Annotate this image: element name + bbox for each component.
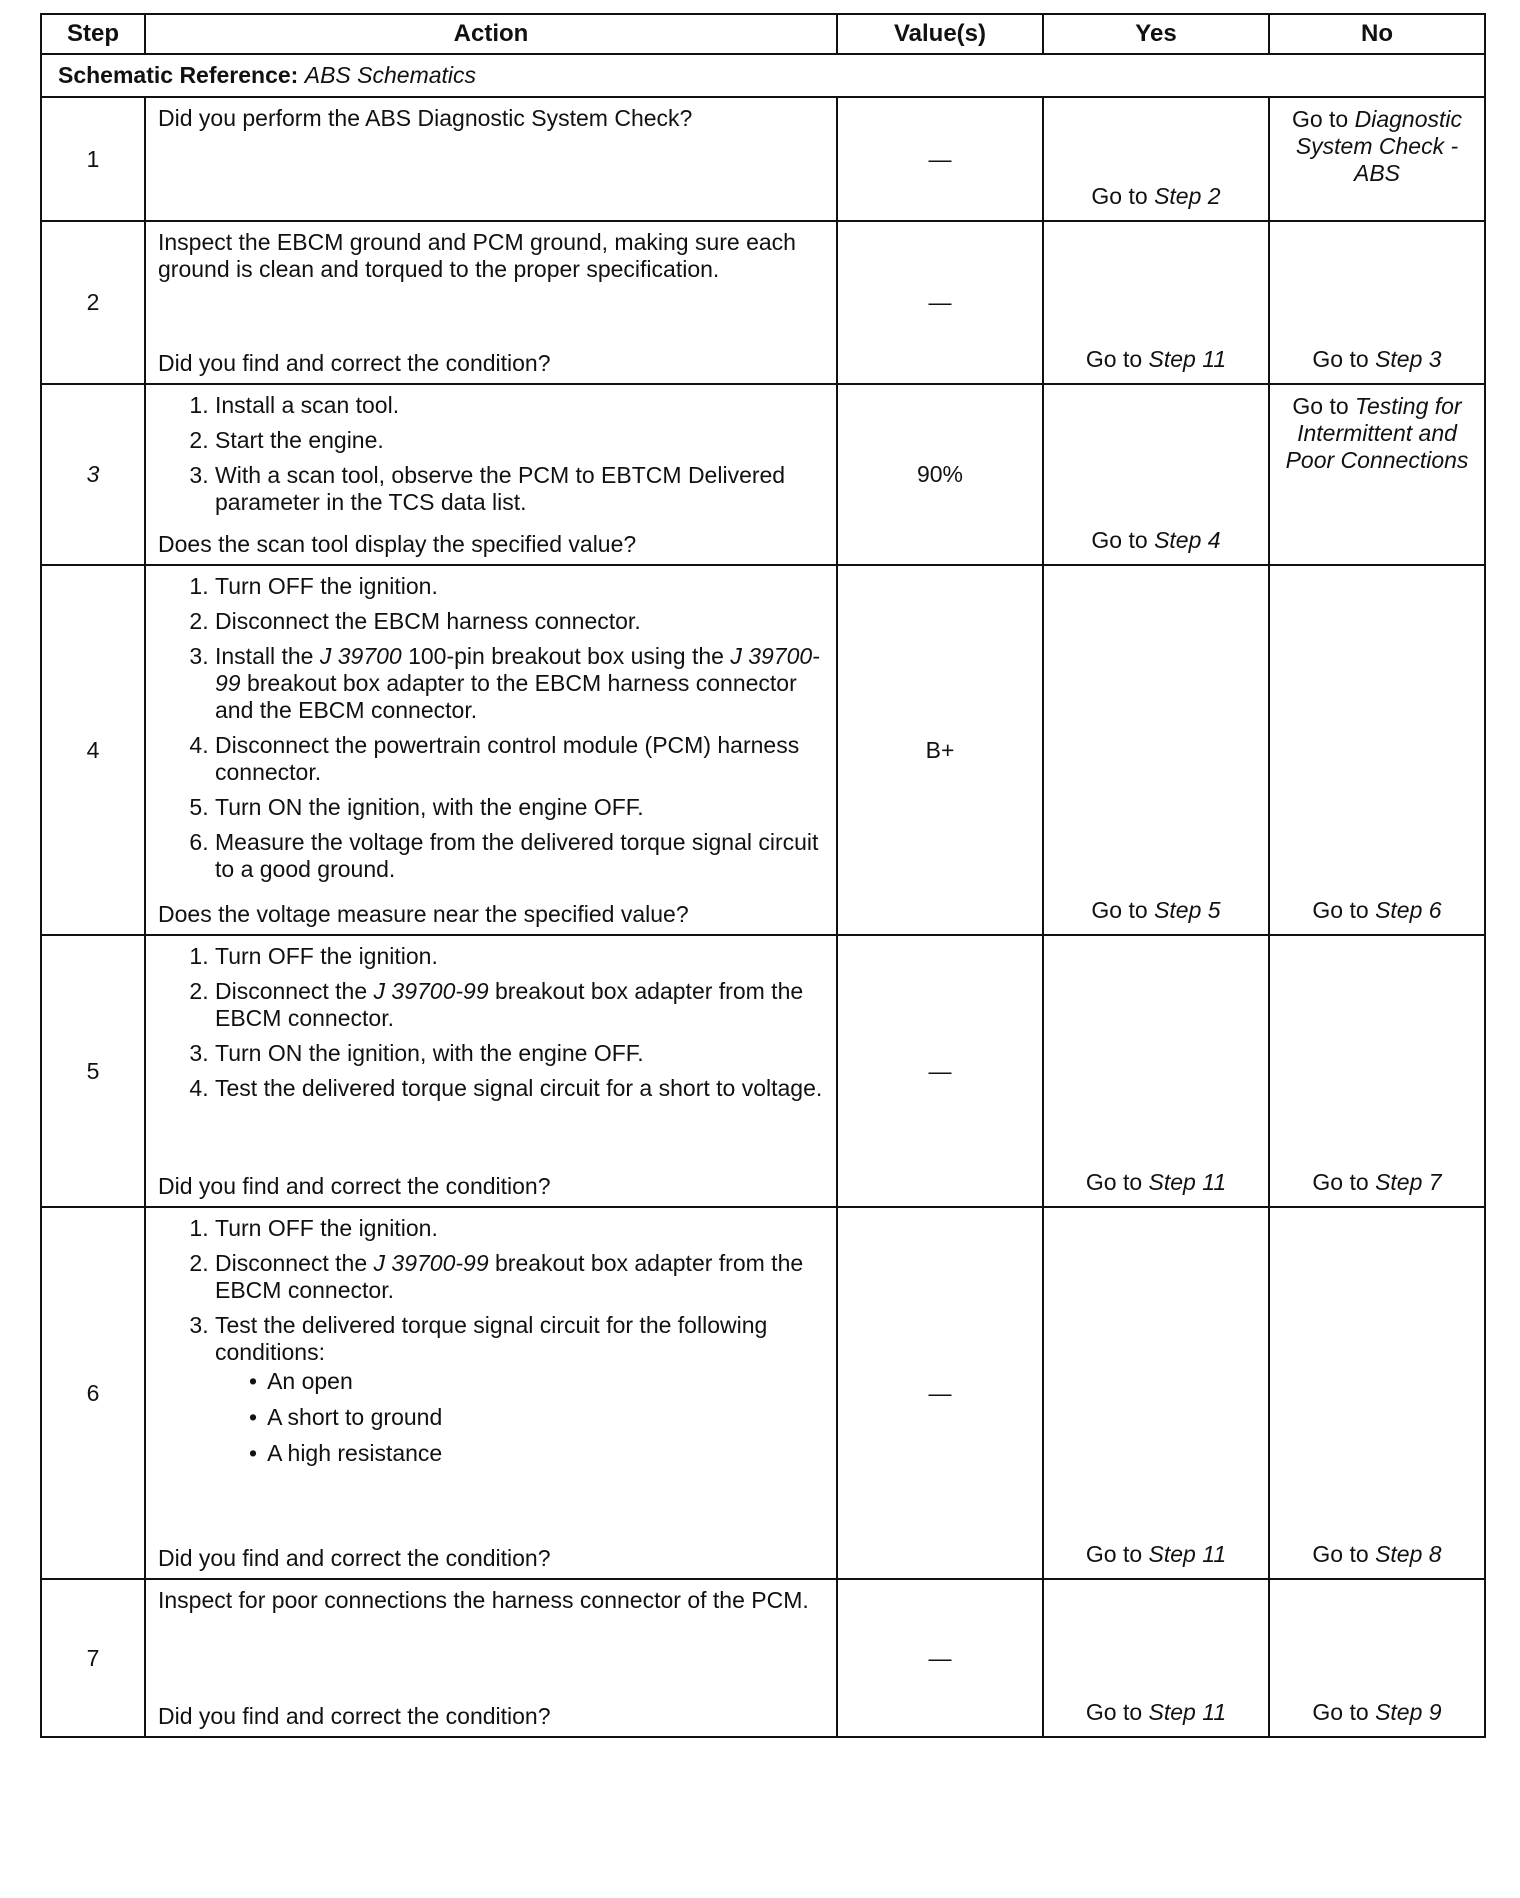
step-number: 1 <box>41 97 145 221</box>
list-item: 1. Turn OFF the ignition. <box>215 1215 824 1242</box>
action-cell <box>145 221 837 384</box>
list-item: 3. With a scan tool, observe the PCM to EBTCM Delivered parameter in the TCS data list. <box>215 462 824 516</box>
action-question: Did you find and correct the condition? <box>158 1703 551 1729</box>
bullet-item: • A high resistance <box>249 1440 824 1467</box>
no-cell: Go to Step 6 <box>1269 565 1485 935</box>
list-item: 3. Install the J 39700 100-pin breakout box using the J 39700-99 breakout box adapter to the EBCM harness connector and the EBCM connector. <box>215 643 824 724</box>
yes-cell: Go to Step 4 <box>1043 384 1269 565</box>
action-cell <box>145 384 837 565</box>
goto-link[interactable]: Step 7 <box>1375 1169 1442 1195</box>
list-item: 4. Test the delivered torque signal circuit for a short to voltage. <box>215 1075 824 1102</box>
list-item: 2. Start the engine. <box>215 427 824 454</box>
no-cell: Go to Testing for Intermittent and Poor Connections <box>1269 384 1485 565</box>
bullet-item: • A short to ground <box>249 1404 824 1431</box>
table-row <box>41 97 1485 221</box>
yes-cell: Go to Step 11 <box>1043 1579 1269 1737</box>
action-text: Inspect the EBCM ground and PCM ground, making sure each ground is clean and torqued to the proper specification. <box>158 229 796 282</box>
value-cell: — <box>837 1207 1043 1579</box>
value-cell: B+ <box>837 565 1043 935</box>
action-cell <box>145 565 837 935</box>
yes-cell: Go to Step 11 <box>1043 935 1269 1207</box>
action-cell <box>145 935 837 1207</box>
table-row <box>41 221 1485 384</box>
no-cell: Go to Diagnostic System Check - ABS <box>1269 97 1485 221</box>
step-number: 4 <box>41 565 145 935</box>
list-item: 1. Turn OFF the ignition. <box>215 943 824 970</box>
tool-ref: J 39700-99 <box>215 643 820 696</box>
goto-link[interactable]: Step 9 <box>1375 1699 1442 1725</box>
table-row <box>41 384 1485 565</box>
action-question: Did you find and correct the condition? <box>158 1173 551 1199</box>
step-number: 3 <box>41 384 145 565</box>
reference-link[interactable]: ABS Schematics <box>304 62 477 88</box>
goto-link[interactable]: Step 2 <box>1154 183 1221 209</box>
header-action: Action <box>145 14 837 54</box>
schematic-reference-row <box>41 54 1485 97</box>
value-cell: — <box>837 935 1043 1207</box>
table-row <box>41 1579 1485 1737</box>
step-number: 6 <box>41 1207 145 1579</box>
list-item: 5. Turn ON the ignition, with the engine OFF. <box>215 794 824 821</box>
no-cell: Go to Step 7 <box>1269 935 1485 1207</box>
action-steps <box>158 392 824 516</box>
header-row <box>41 14 1485 54</box>
table-row <box>41 1207 1485 1579</box>
value-cell: — <box>837 97 1043 221</box>
header-yes: Yes <box>1043 14 1269 54</box>
action-steps <box>158 943 824 1102</box>
action-text: Inspect for poor connections the harness connector of the PCM. <box>158 1587 809 1613</box>
action-question: Did you find and correct the condition? <box>158 350 551 376</box>
list-item: 1. Install a scan tool. <box>215 392 824 419</box>
table-row <box>41 565 1485 935</box>
action-cell <box>145 1579 837 1737</box>
yes-cell: Go to Step 5 <box>1043 565 1269 935</box>
no-cell: Go to Step 3 <box>1269 221 1485 384</box>
header-no: No <box>1269 14 1485 54</box>
goto-link[interactable]: Testing for Intermittent and Poor Connections <box>1285 393 1469 473</box>
action-steps <box>158 573 824 883</box>
goto-link[interactable]: Step 11 <box>1148 1541 1227 1567</box>
action-steps <box>158 1215 824 1476</box>
reference-label: Schematic Reference: <box>58 62 299 88</box>
list-item: 2. Disconnect the EBCM harness connector. <box>215 608 824 635</box>
list-item: 6. Measure the voltage from the delivered torque signal circuit to a good ground. <box>215 829 824 883</box>
goto-link[interactable]: Step 3 <box>1375 346 1442 372</box>
no-cell: Go to Step 9 <box>1269 1579 1485 1737</box>
goto-link[interactable]: Step 4 <box>1154 527 1221 553</box>
condition-list <box>215 1368 824 1467</box>
goto-link[interactable]: Diagnostic System Check - ABS <box>1295 106 1463 186</box>
step-number: 5 <box>41 935 145 1207</box>
list-item: 1. Turn OFF the ignition. <box>215 573 824 600</box>
list-item: 3. Turn ON the ignition, with the engine OFF. <box>215 1040 824 1067</box>
goto-link[interactable]: Step 11 <box>1148 1699 1227 1725</box>
action-cell <box>145 97 837 221</box>
goto-link[interactable]: Step 8 <box>1375 1541 1442 1567</box>
action-text: Did you perform the ABS Diagnostic System Check? <box>158 105 693 131</box>
header-step: Step <box>41 14 145 54</box>
goto-link[interactable]: Step 11 <box>1148 346 1227 372</box>
goto-link[interactable]: Step 11 <box>1148 1169 1227 1195</box>
action-cell <box>145 1207 837 1579</box>
list-item: 2. Disconnect the J 39700-99 breakout box adapter from the EBCM connector. <box>215 978 824 1032</box>
goto-link[interactable]: Step 5 <box>1154 897 1221 923</box>
action-question: Did you find and correct the condition? <box>158 1545 551 1571</box>
value-cell: — <box>837 221 1043 384</box>
value-cell: 90% <box>837 384 1043 565</box>
step-number: 7 <box>41 1579 145 1737</box>
action-question: Does the voltage measure near the specified value? <box>158 901 689 927</box>
yes-cell: Go to Step 11 <box>1043 221 1269 384</box>
table-row <box>41 935 1485 1207</box>
tool-ref: J 39700 <box>319 643 402 669</box>
yes-cell: Go to Step 11 <box>1043 1207 1269 1579</box>
list-item: 4. Disconnect the powertrain control module (PCM) harness connector. <box>215 732 824 786</box>
goto-link[interactable]: Step 6 <box>1375 897 1442 923</box>
value-cell: — <box>837 1579 1043 1737</box>
no-cell: Go to Step 8 <box>1269 1207 1485 1579</box>
action-question: Does the scan tool display the specified value? <box>158 531 637 557</box>
header-values: Value(s) <box>837 14 1043 54</box>
list-item: 3. Test the delivered torque signal circuit for the following conditions: • An open • A short to ground • A high resistance <box>215 1312 824 1467</box>
bullet-item: • An open <box>249 1368 824 1395</box>
tool-ref: J 39700-99 <box>373 1250 489 1276</box>
tool-ref: J 39700-99 <box>373 978 489 1004</box>
list-item: 2. Disconnect the J 39700-99 breakout box adapter from the EBCM connector. <box>215 1250 824 1304</box>
step-number: 2 <box>41 221 145 384</box>
diagnostic-table <box>40 13 1486 1738</box>
yes-cell: Go to Step 2 <box>1043 97 1269 221</box>
